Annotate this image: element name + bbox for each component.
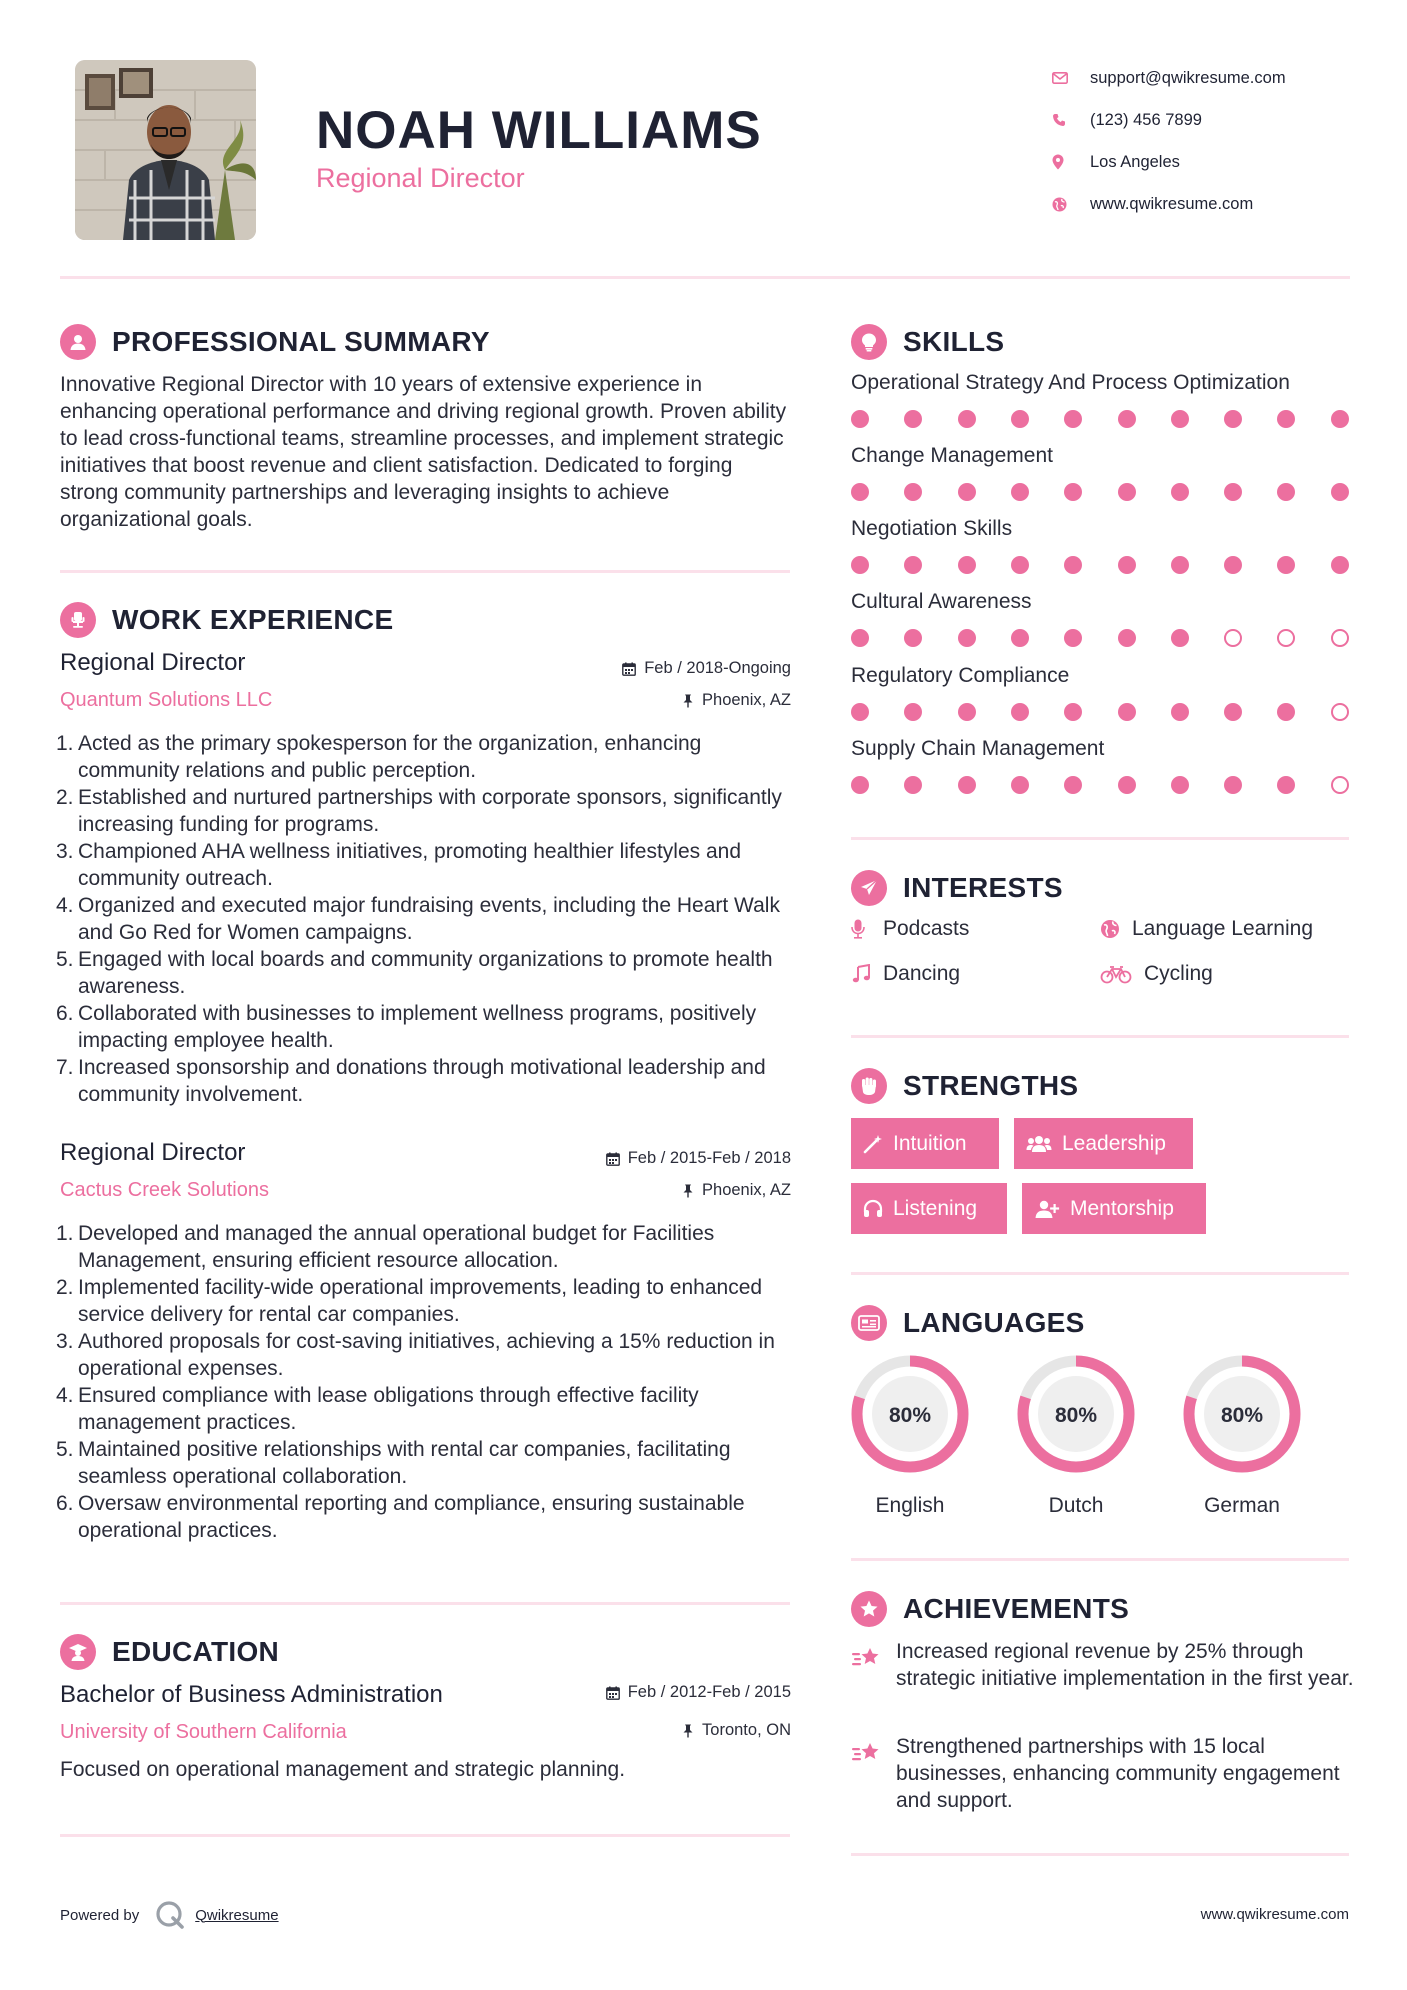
skill-item <box>851 371 1351 431</box>
list-item: 5. Engaged with local boards and community organizations to promote health awareness. <box>56 948 773 998</box>
education-divider <box>60 1834 790 1837</box>
bicycle-icon <box>1100 964 1142 984</box>
id-card-icon <box>851 1305 887 1341</box>
job-1-location <box>682 691 791 710</box>
rating-dot-filled <box>1064 776 1082 794</box>
rating-dot-filled <box>1171 629 1189 647</box>
rating-dot-filled <box>1064 556 1082 574</box>
rating-dot-filled <box>1118 629 1136 647</box>
summary-heading <box>60 324 490 360</box>
rating-dot-filled <box>1011 410 1029 428</box>
rating-dot-filled <box>1224 483 1242 501</box>
paper-plane-icon <box>851 870 887 906</box>
rating-dot-filled <box>958 776 976 794</box>
globe-icon <box>1052 197 1090 212</box>
achievement-text: Strengthened partnerships with 15 local businesses, enhancing community engagement and support. <box>896 1735 1340 1812</box>
language-percent: 80% <box>888 1404 932 1427</box>
interest-label: Language Learning <box>1132 917 1314 940</box>
job-2-duties <box>56 1220 800 1544</box>
interest-label: Cycling <box>1144 962 1213 985</box>
rating-dot-filled <box>958 556 976 574</box>
rating-dot-empty <box>1331 629 1349 647</box>
language-item <box>1014 1352 1138 1518</box>
contact-location-text: Los Angeles <box>1090 152 1180 171</box>
briefcase-chair-icon <box>60 602 96 638</box>
interest-item <box>851 962 960 986</box>
education-location-text: Toronto, ON <box>702 1721 791 1739</box>
rating-dot-filled <box>904 629 922 647</box>
strength-chip-leadership <box>1014 1118 1193 1169</box>
rating-dot-filled <box>851 703 869 721</box>
list-item: 1. Acted as the primary spokesperson for the organization, enhancing community relations and public perception. <box>56 732 702 782</box>
summary-text: Innovative Regional Director with 10 years of extensive experience in enhancing operational performance and driving regional growth. Proven ability to lead cross-functional teams, streamline processes, and implement strategic initiatives that boost revenue and client satisfaction. Dedicated to forging strong community partnerships and leveraging insights to achieve organizational goals. <box>60 373 787 531</box>
rating-dot-filled <box>1224 776 1242 794</box>
rating-dot-filled <box>1331 483 1349 501</box>
achievements-heading <box>851 1591 1129 1627</box>
contact-phone-text: (123) 456 7899 <box>1090 110 1202 129</box>
list-item: 1. Developed and managed the annual operational budget for Facilities Management, ensuring efficient resource allocation. <box>56 1222 715 1272</box>
job-1-dates <box>622 659 791 678</box>
contact-block <box>1052 57 1392 225</box>
pushpin-icon <box>682 694 694 708</box>
summary-title: PROFESSIONAL SUMMARY <box>112 326 490 357</box>
strength-chip-listening <box>851 1183 1007 1234</box>
list-item: 6. Collaborated with businesses to implement wellness programs, positively impacting employee health. <box>56 1002 757 1052</box>
rating-dot-filled <box>1011 629 1029 647</box>
skill-name: Change Management <box>851 444 1053 467</box>
graduate-icon <box>60 1634 96 1670</box>
rating-dot-empty <box>1277 629 1295 647</box>
contact-email[interactable] <box>1052 57 1392 99</box>
skill-name: Negotiation Skills <box>851 517 1013 540</box>
job-2-dates <box>606 1149 791 1168</box>
list-item: 4. Organized and executed major fundraising events, including the Heart Walk and Go Red for Women campaigns. <box>56 894 780 944</box>
strengths-heading <box>851 1068 1078 1104</box>
rating-dot-filled <box>851 556 869 574</box>
interests-title: INTERESTS <box>903 872 1063 903</box>
rating-dot-filled <box>1277 483 1295 501</box>
rating-dot-filled <box>1118 703 1136 721</box>
shooting-star-icon <box>851 1638 896 1692</box>
rating-dot-filled <box>1118 776 1136 794</box>
achievement-text: Increased regional revenue by 25% through strategic initiative implementation in the first year. <box>896 1640 1354 1690</box>
education-location <box>682 1721 791 1740</box>
strength-chip-intuition <box>851 1118 999 1169</box>
list-item: 7. Increased sponsorship and donations through motivational leadership and community involvement. <box>56 1056 766 1106</box>
work-divider <box>60 1602 790 1605</box>
rating-dot-filled <box>1011 556 1029 574</box>
pushpin-icon <box>682 1724 694 1738</box>
rating-dot-filled <box>1171 703 1189 721</box>
interests-divider <box>851 1035 1349 1038</box>
strength-label: Mentorship <box>1070 1196 1174 1220</box>
rating-dot-filled <box>1011 483 1029 501</box>
candidate-name: NOAH WILLIAMS <box>316 101 762 160</box>
rating-dot-filled <box>904 703 922 721</box>
map-pin-icon <box>1052 154 1090 170</box>
job-2-location-text: Phoenix, AZ <box>702 1181 791 1199</box>
magic-wand-icon <box>863 1134 883 1154</box>
strengths-title: STRENGTHS <box>903 1070 1079 1101</box>
lightbulb-icon <box>851 324 887 360</box>
rating-dot-filled <box>1277 776 1295 794</box>
globe-icon <box>1100 919 1130 939</box>
list-item: 5. Maintained positive relationships with rental car companies, facilitating seamless operational collaboration. <box>56 1438 731 1488</box>
contact-location <box>1052 141 1392 183</box>
rating-dot-filled <box>1171 776 1189 794</box>
job-2-company: Cactus Creek Solutions <box>60 1179 269 1201</box>
skills-heading <box>851 324 1004 360</box>
contact-website-text: www.qwikresume.com <box>1090 194 1254 213</box>
rating-dot-filled <box>958 410 976 428</box>
skill-rating <box>851 626 1351 650</box>
calendar-icon <box>622 662 636 676</box>
job-1-location-text: Phoenix, AZ <box>702 691 791 709</box>
contact-email-text: support@qwikresume.com <box>1090 68 1286 87</box>
rating-dot-filled <box>1224 410 1242 428</box>
education-description: Focused on operational management and strategic planning. <box>60 1758 626 1781</box>
list-item: 2. Established and nurtured partnerships with corporate sponsors, significantly increasing funding for programs. <box>56 786 782 836</box>
rating-dot-filled <box>1011 703 1029 721</box>
rating-dot-filled <box>1118 483 1136 501</box>
rating-dot-empty <box>1331 776 1349 794</box>
users-icon <box>1026 1134 1052 1154</box>
rating-dot-filled <box>1224 556 1242 574</box>
skill-item <box>851 517 1351 577</box>
skill-rating <box>851 553 1351 577</box>
language-progress-ring <box>1014 1352 1138 1476</box>
rating-dot-filled <box>1064 703 1082 721</box>
phone-icon <box>1052 113 1090 127</box>
skill-item <box>851 737 1351 797</box>
rating-dot-filled <box>1118 556 1136 574</box>
strength-label: Listening <box>893 1196 978 1220</box>
rating-dot-filled <box>904 556 922 574</box>
shooting-star-icon <box>851 1733 896 1814</box>
envelope-icon <box>1052 72 1090 84</box>
profile-photo <box>75 60 256 240</box>
language-progress-ring <box>848 1352 972 1476</box>
work-title: WORK EXPERIENCE <box>112 604 394 635</box>
list-item: 3. Authored proposals for cost-saving initiatives, achieving a 15% reduction in operational expenses. <box>56 1330 775 1380</box>
skill-rating <box>851 407 1351 431</box>
rating-dot-empty <box>1331 703 1349 721</box>
language-progress-ring <box>1180 1352 1304 1476</box>
skill-item <box>851 444 1351 504</box>
language-percent: 80% <box>1054 1404 1098 1427</box>
achievements-divider <box>851 1853 1349 1856</box>
footer-powered-by <box>60 1900 279 1930</box>
rating-dot-filled <box>904 483 922 501</box>
language-item <box>1180 1352 1304 1518</box>
qwikresume-link[interactable]: Qwikresume <box>195 1906 279 1924</box>
list-item: 2. Implemented facility-wide operational improvements, leading to enhanced service delivery for rental car companies. <box>56 1276 763 1326</box>
languages-divider <box>851 1558 1349 1561</box>
user-icon <box>60 324 96 360</box>
calendar-icon <box>606 1152 620 1166</box>
rating-dot-filled <box>851 483 869 501</box>
language-name: English <box>875 1494 945 1517</box>
candidate-role: Regional Director <box>316 163 525 193</box>
skill-item <box>851 590 1351 650</box>
rating-dot-filled <box>851 776 869 794</box>
rating-dot-filled <box>904 776 922 794</box>
skill-rating <box>851 700 1351 724</box>
language-item <box>848 1352 972 1518</box>
rating-dot-filled <box>1011 776 1029 794</box>
rating-dot-filled <box>1331 410 1349 428</box>
interest-item <box>1100 962 1213 986</box>
interests-heading <box>851 870 1063 906</box>
contact-website[interactable] <box>1052 183 1392 225</box>
skills-divider <box>851 837 1349 840</box>
user-plus-icon <box>1034 1199 1060 1219</box>
music-note-icon <box>851 964 881 984</box>
education-heading <box>60 1634 279 1670</box>
rating-dot-filled <box>851 410 869 428</box>
job-2-title: Regional Director <box>60 1139 246 1166</box>
rating-dot-filled <box>1171 556 1189 574</box>
rating-dot-filled <box>1064 483 1082 501</box>
language-percent: 80% <box>1220 1404 1264 1427</box>
skill-rating <box>851 773 1351 797</box>
strengths-divider <box>851 1272 1349 1275</box>
interest-label: Podcasts <box>883 917 970 940</box>
education-degree: Bachelor of Business Administration <box>60 1681 443 1708</box>
education-dates <box>606 1683 791 1702</box>
header-divider <box>60 276 1350 279</box>
languages-heading <box>851 1305 1085 1341</box>
contact-phone[interactable] <box>1052 99 1392 141</box>
footer-website[interactable]: www.qwikresume.com <box>1200 1906 1349 1923</box>
education-title: EDUCATION <box>112 1636 280 1667</box>
rating-dot-filled <box>1171 483 1189 501</box>
education-school: University of Southern California <box>60 1721 347 1743</box>
interest-item <box>1100 917 1313 941</box>
job-2-location <box>682 1181 791 1200</box>
rating-dot-filled <box>1277 703 1295 721</box>
rating-dot-filled <box>1224 703 1242 721</box>
powered-by-label: Powered by <box>60 1906 140 1924</box>
achievement-item <box>851 1733 1371 1814</box>
calendar-icon <box>606 1686 620 1700</box>
skill-name: Operational Strategy And Process Optimization <box>851 371 1290 394</box>
interest-item <box>851 917 969 941</box>
strength-label: Leadership <box>1062 1131 1166 1155</box>
rating-dot-filled <box>904 410 922 428</box>
strength-chip-mentorship <box>1022 1183 1206 1234</box>
headphones-icon <box>863 1199 883 1219</box>
job-1-company: Quantum Solutions LLC <box>60 689 273 711</box>
rating-dot-filled <box>851 629 869 647</box>
qwikresume-logo-icon <box>155 1900 185 1930</box>
skills-title: SKILLS <box>903 326 1005 357</box>
skill-item <box>851 664 1351 724</box>
rating-dot-filled <box>1277 556 1295 574</box>
microphone-icon <box>851 919 881 939</box>
summary-divider <box>60 570 790 573</box>
list-item: 6. Oversaw environmental reporting and compliance, ensuring sustainable operational practices. <box>56 1492 745 1542</box>
rating-dot-filled <box>958 703 976 721</box>
raised-fist-icon <box>851 1068 887 1104</box>
rating-dot-filled <box>1064 629 1082 647</box>
job-2-dates-text: Feb / 2015-Feb / 2018 <box>627 1149 791 1167</box>
languages-title: LANGUAGES <box>903 1307 1085 1338</box>
strength-label: Intuition <box>893 1131 967 1155</box>
job-1-title: Regional Director <box>60 649 246 676</box>
rating-dot-filled <box>958 629 976 647</box>
skill-name: Regulatory Compliance <box>851 664 1070 687</box>
rating-dot-filled <box>958 483 976 501</box>
pushpin-icon <box>682 1184 694 1198</box>
job-1-duties <box>56 730 800 1108</box>
skill-rating <box>851 480 1351 504</box>
work-heading <box>60 602 393 638</box>
interest-label: Dancing <box>883 962 961 985</box>
star-badge-icon <box>851 1591 887 1627</box>
list-item: 3. Championed AHA wellness initiatives, promoting healthier lifestyles and community outreach. <box>56 840 742 890</box>
list-item: 4. Ensured compliance with lease obligations through effective facility management practices. <box>56 1384 699 1434</box>
skill-name: Supply Chain Management <box>851 737 1105 760</box>
skill-name: Cultural Awareness <box>851 590 1032 613</box>
rating-dot-filled <box>1277 410 1295 428</box>
rating-dot-filled <box>1331 556 1349 574</box>
language-name: Dutch <box>1048 1494 1104 1517</box>
achievement-item <box>851 1638 1371 1692</box>
language-name: German <box>1204 1494 1280 1517</box>
rating-dot-empty <box>1224 629 1242 647</box>
rating-dot-filled <box>1171 410 1189 428</box>
rating-dot-filled <box>1118 410 1136 428</box>
rating-dot-filled <box>1064 410 1082 428</box>
achievements-title: ACHIEVEMENTS <box>903 1593 1130 1624</box>
job-1-dates-text: Feb / 2018-Ongoing <box>644 659 791 677</box>
education-dates-text: Feb / 2012-Feb / 2015 <box>627 1683 791 1701</box>
